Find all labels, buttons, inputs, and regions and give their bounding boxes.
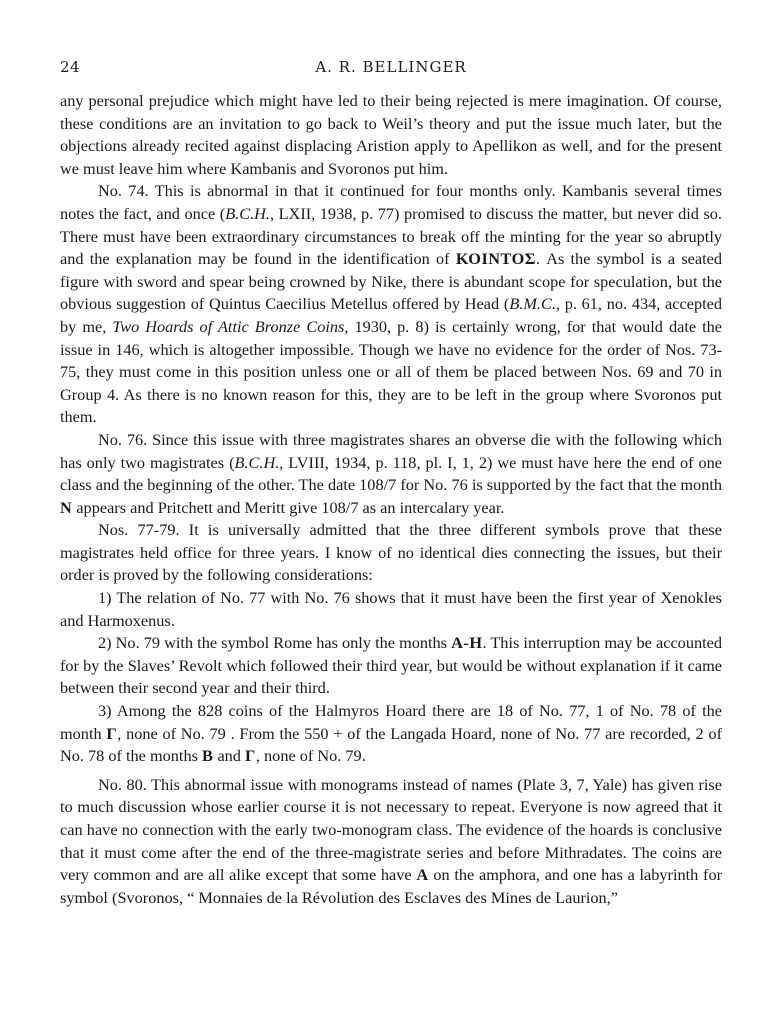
paragraph-no-76: No. 76. Since this issue with three magistrates shares an obverse die with the following which has only two magistrates (B.C.H., LVIII, 1934, p. 118, pl. I, 1, 2) we must have here the end of one class and the beginning of the other. The date 108/7 for No. 76 is supported by the fact that the month N appears and Pritchett and Meritt give 108/7 as an intercalary year. bbox=[60, 429, 722, 517]
consideration-3: 3) Among the 828 coins of the Halmyros Hoard there are 18 of No. 77, 1 of No. 78 of the month Γ, none of No. 79 . From the 550 + of the Langada Hoard, none of No. 77 are recorded, 2 of No. 78 of the months B and Γ, none of No. 79. bbox=[60, 701, 722, 766]
month-letter: N bbox=[60, 497, 73, 517]
citation-two-hoards: Two Hoards of Attic Bronze Coins bbox=[112, 316, 345, 336]
paragraph-no-74: No. 74. This is abnormal in that it continued for four months only. Kambanis several times notes the fact, and once (B.C.H., LXII, 1938, p. 77) promised to discuss the matter, but never did so. There must have been extraordinary circumstances to break off the minting for the year so abruptly and the explanation may be found in the identification of ΚΟΙΝΤΟΣ. As the symbol is a seated figure with sword and spear being crowned by Nike, there is abundant scope for speculation, but the obvious suggestion of Quintus Caecilius Metellus offered by Head (B.M.C., p. 61, no. 434, accepted by me, Two Hoards of Attic Bronze Coins, 1930, p. 8) is certainly wrong, for that would date the issue in 146, which is altogether impossible. Though we have no evidence for the order of Nos. 73-75, they must come in this position unless one or all of them be placed between Nos. 69 and 70 in Group 4. As there is no known reason for this, they are to be left in the group where Svoronos put them. bbox=[60, 181, 723, 427]
citation-bmc: B.M.C. bbox=[509, 294, 556, 314]
paragraph-continuation: any personal prejudice which might have led to their being rejected is mere imagination. Of course, these conditions are an invitation to go back to Weil’s theory and put the issue much later, but the objections already recited against displacing Aristion apply to Apellikon as well, and for the present we must leave him where Kambanis and Svoronos put him. bbox=[60, 91, 722, 178]
consideration-1: 1) The relation of No. 77 with No. 76 shows that it must have been the first year of Xenokles and Harmoxenus. bbox=[60, 588, 722, 630]
amphora-letter: A bbox=[416, 865, 429, 885]
greek-name: ΚΟΙΝΤΟΣ bbox=[455, 249, 536, 269]
page bbox=[60, 56, 722, 909]
month-letter: Γ bbox=[106, 723, 118, 743]
month-range: A-H bbox=[451, 633, 483, 653]
running-head: A. R. BELLINGER bbox=[315, 58, 467, 76]
body-text bbox=[60, 90, 722, 909]
page-header bbox=[60, 56, 722, 80]
page-number: 24 bbox=[60, 58, 81, 76]
month-letter: Γ bbox=[245, 746, 256, 766]
citation-bch: B.C.H. bbox=[234, 452, 280, 472]
consideration-2: 2) No. 79 with the symbol Rome has only the months A-H. This interruption may be accounted for by the Slaves’ Revolt which followed their third year, but would be without explanation if it came between their second year and their third. bbox=[60, 633, 722, 698]
month-letter: B bbox=[202, 746, 214, 766]
citation-bch: B.C.H. bbox=[225, 203, 270, 223]
paragraph-no-80: No. 80. This abnormal issue with monograms instead of names (Plate 3, 7, Yale) has given rise to much discussion whose earlier course it is not necessary to repeat. Everyone is now agreed that it can have no connection with the early two-monogram class. The evidence of the hoards is conclusive that it must come after the end of the three-magistrate series and before Mithradates. The coins are very common and are all alike except that some have A on the amphora, and one has a labyrinth for symbol (Svoronos, “ Monnaies de la Révolution des Esclaves des Mines de Laurion,” bbox=[60, 774, 723, 907]
paragraph-nos-77-79: Nos. 77-79. It is universally admitted that the three different symbols prove that these magistrates held office for three years. I know of no identical dies connecting the issues, but their order is proved by the following considerations: bbox=[60, 520, 722, 585]
